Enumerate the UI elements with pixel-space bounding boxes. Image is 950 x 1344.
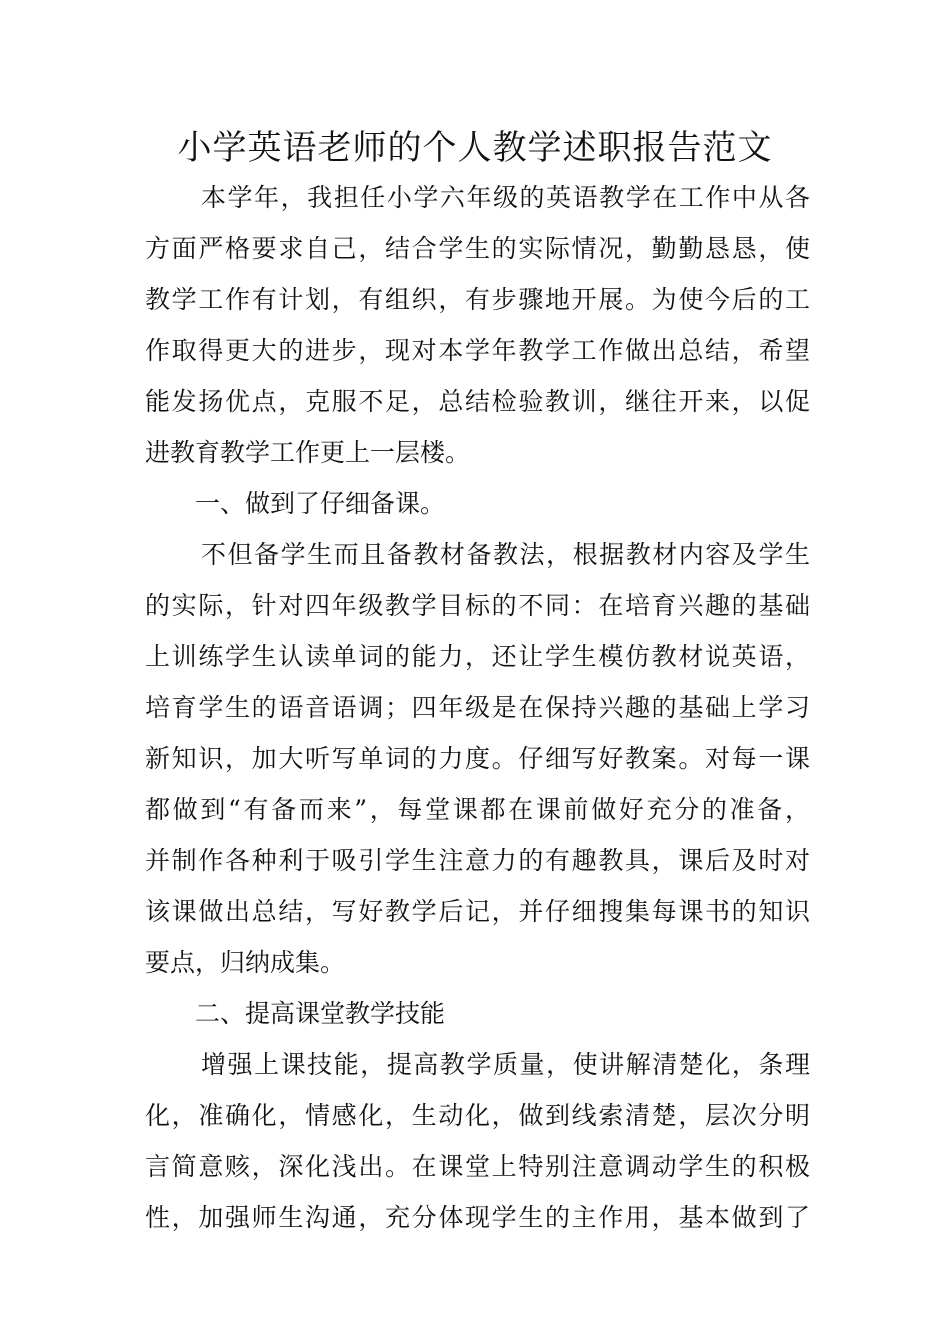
- paragraph-line: 进教育教学工作更上一层楼。: [145, 438, 471, 467]
- paragraph-line: 并制作各种利于吸引学生注意力的有趣教具，课后及时对: [145, 846, 810, 875]
- paragraph-line: 性，加强师生沟通，充分体现学生的主作用，基本做到了: [145, 1203, 810, 1232]
- paragraph-line: 的实际，针对四年级教学目标的不同：在培育兴趣的基础: [145, 591, 810, 620]
- paragraph-line: 化，准确化，情感化，生动化，做到线索清楚，层次分明: [145, 1101, 810, 1130]
- document-title: 小学英语老师的个人教学述职报告范文: [177, 128, 773, 168]
- section-heading: 一、做到了仔细备课。: [195, 489, 446, 518]
- paragraph-line: 都做到“有备而来”，每堂课都在课前做好充分的准备，: [145, 795, 810, 824]
- paragraph-line: 培育学生的语音语调；四年级是在保持兴趣的基础上学习: [145, 693, 810, 722]
- paragraph-line: 教学工作有计划，有组织，有步骤地开展。为使今后的工: [145, 285, 810, 314]
- section-heading: 二、提高课堂教学技能: [195, 999, 446, 1028]
- paragraph-line: 上训练学生认读单词的能力，还让学生模仿教材说英语，: [145, 642, 810, 671]
- paragraph-line: 增强上课技能，提高教学质量，使讲解清楚化，条理: [201, 1050, 810, 1079]
- paragraph-line: 新知识，加大听写单词的力度。仔细写好教案。对每一课: [145, 744, 810, 773]
- paragraph-line: 要点，归纳成集。: [145, 948, 346, 977]
- paragraph-line: 方面严格要求自己，结合学生的实际情况，勤勤恳恳，使: [145, 234, 810, 263]
- paragraph-line: 作取得更大的进步，现对本学年教学工作做出总结，希望: [145, 336, 810, 365]
- paragraph-line: 能发扬优点，克服不足，总结检验教训，继往开来，以促: [145, 387, 810, 416]
- paragraph-line: 不但备学生而且备教材备教法，根据教材内容及学生: [201, 540, 810, 569]
- paragraph-line: 言简意赅，深化浅出。在课堂上特别注意调动学生的积极: [145, 1152, 810, 1181]
- document-body: [145, 172, 810, 1243]
- paragraph-line: 本学年，我担任小学六年级的英语教学在工作中从各: [201, 183, 810, 212]
- paragraph-line: 该课做出总结，写好教学后记，并仔细搜集每课书的知识: [145, 897, 810, 926]
